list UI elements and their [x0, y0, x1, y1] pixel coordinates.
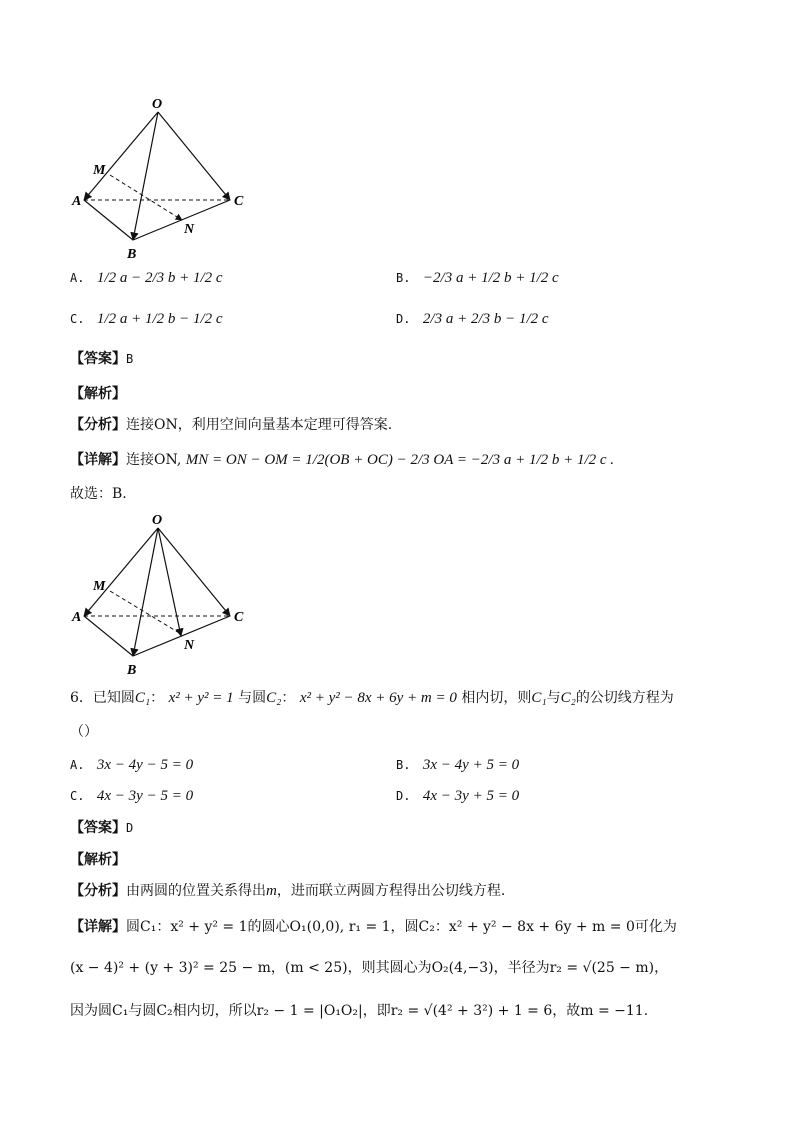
q6-eq1: x² + y² = 1: [168, 690, 234, 706]
edge-OA: [84, 112, 158, 200]
edge-OA: [84, 528, 158, 616]
label-N: N: [184, 222, 195, 237]
label-O: O: [152, 513, 163, 528]
edge-BC: [133, 616, 230, 656]
q5-option-a: A. 1/2 a − 2/3 b + 1/2 c: [70, 270, 223, 286]
q6-option-d-value: 4x − 3y + 5 = 0: [422, 788, 520, 804]
q5-option-d: D. 2/3 a + 2/3 b − 1/2 c: [396, 311, 549, 327]
q6-analysis-heading: 【解析】: [70, 852, 126, 868]
q6-answer-value: D: [126, 821, 134, 835]
q6-fenxi: 【分析】由两圆的位置关系得出m，进而联立两圆方程得出公切线方程.: [70, 883, 506, 899]
q5-option-d-value: 2/3 a + 2/3 b − 1/2 c: [422, 311, 549, 327]
q5-xiangjie-formula: MN = ON − OM = 1/2(OB + OC) − 2/3 OA = −2/3 a + 1/2 b + 1/2 c .: [185, 452, 615, 468]
label-A: A: [72, 194, 82, 209]
tetrahedron-figure-2: [60, 506, 260, 681]
edge-OC: [158, 112, 230, 200]
q6-xiangjie-line-3: 因为圆C₁与圆C₂相内切，所以r₂ − 1 = |O₁O₂|，即r₂ = √(4² + 3²) + 1 = 6，故m = −11.: [70, 1003, 649, 1019]
edge-OB: [133, 112, 158, 240]
label-B: B: [127, 663, 137, 678]
q6-xiangjie-line-1: 【详解】圆C₁：x² + y² = 1的圆心O₁(0,0), r₁ = 1，圆C₂：x² + y² − 8x + 6y + m = 0可化为: [70, 919, 677, 935]
q6-option-c: C. 4x − 3y − 5 = 0: [70, 788, 194, 804]
label-B: B: [127, 247, 137, 262]
vector-MN-dashed: [110, 175, 182, 220]
q6-option-a: A. 3x − 4y − 5 = 0: [70, 757, 194, 773]
edge-OC: [158, 528, 230, 616]
q5-option-b: B. −2/3 a + 1/2 b + 1/2 c: [396, 270, 559, 286]
q6-option-a-value: 3x − 4y − 5 = 0: [96, 757, 194, 773]
q5-answer: 【答案】B: [70, 351, 134, 367]
q6-paren: （）: [70, 724, 98, 740]
q6-answer: 【答案】D: [70, 820, 134, 836]
q5-option-b-value: −2/3 a + 1/2 b + 1/2 c: [422, 270, 559, 286]
q5-xiangjie: 【详解】连接ON, MN = ON − OM = 1/2(OB + OC) − 2/3 OA = −2/3 a + 1/2 b + 1/2 c .: [70, 452, 615, 468]
q5-option-a-value: 1/2 a − 2/3 b + 1/2 c: [96, 270, 223, 286]
q5-option-c-value: 1/2 a + 1/2 b − 1/2 c: [96, 311, 223, 327]
q6-eq2: x² + y² − 8x + 6y + m = 0: [299, 690, 457, 706]
q6-option-c-value: 4x − 3y − 5 = 0: [96, 788, 194, 804]
q6-option-d: D. 4x − 3y + 5 = 0: [396, 788, 520, 804]
label-M: M: [93, 579, 106, 594]
edge-AB: [84, 616, 133, 656]
q5-fenxi: 【分析】连接ON，利用空间向量基本定理可得答案.: [70, 417, 393, 433]
edge-AB: [84, 200, 133, 240]
label-N: N: [184, 638, 195, 653]
edge-OB: [133, 528, 158, 656]
label-C: C: [234, 610, 244, 625]
q5-answer-value: B: [126, 352, 134, 366]
label-A: A: [72, 610, 82, 625]
edge-ON: [158, 528, 181, 636]
q6-xiangjie-line-2: (x − 4)² + (y + 3)² = 25 − m，(m < 25)，则其圆心为O₂(4,−3)，半径为r₂ = √(25 − m)，: [70, 960, 669, 976]
q5-option-c: C. 1/2 a + 1/2 b − 1/2 c: [70, 311, 223, 327]
q5-conclusion: 故选：B.: [70, 486, 127, 502]
label-C: C: [234, 194, 244, 209]
label-O: O: [152, 97, 163, 112]
q6-stem: 6．已知圆C₁： x² + y² = 1 与圆C₂： x² + y² − 8x + 6y + m = 0 相内切，则C₁与C₂的公切线方程为: [70, 690, 674, 706]
q6-option-b: B. 3x − 4y + 5 = 0: [396, 757, 520, 773]
label-M: M: [93, 163, 106, 178]
q5-analysis-heading: 【解析】: [70, 386, 126, 402]
tetrahedron-figure-1: [60, 90, 260, 265]
vector-MN-dashed: [110, 591, 181, 634]
q6-option-b-value: 3x − 4y + 5 = 0: [422, 757, 520, 773]
